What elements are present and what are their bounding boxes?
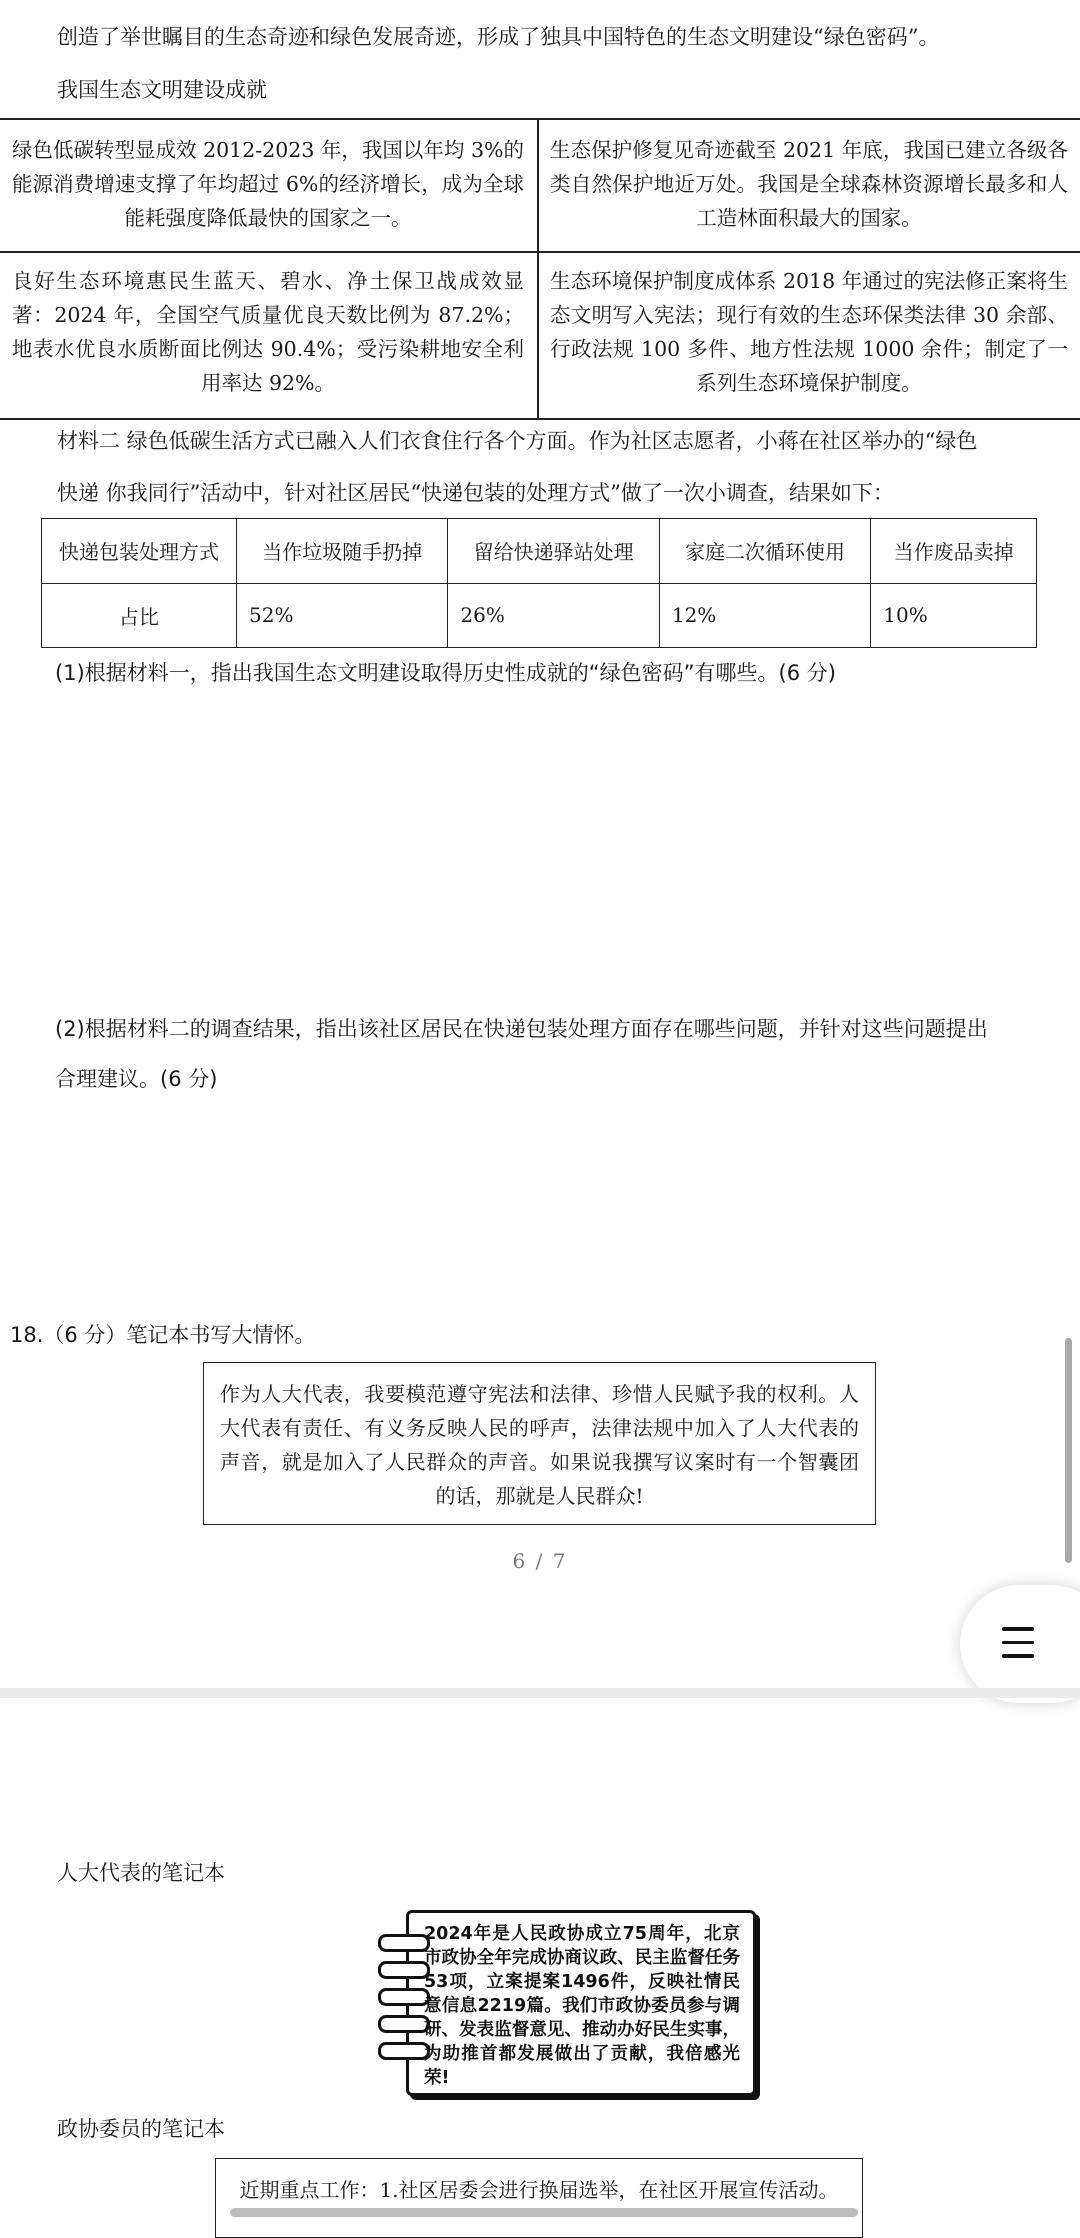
achievement-cell-low-carbon: 绿色低碳转型显成效 2012-2023 年，我国以年均 3%的能源消费增速支撑了年均超过 6%的经济增长，成为全球能耗强度降低最快的国家之一。: [12, 138, 524, 230]
cppcc-notebook-label: 政协委员的笔记本: [57, 2117, 225, 2141]
intro-line: 创造了举世瞩目的生态奇迹和绿色发展奇迹，形成了独具中国特色的生态文明建设“绿色密码”。: [57, 25, 940, 49]
question-1: (1)根据材料一，指出我国生态文明建设取得历史性成就的“绿色密码”有哪些。(6 分): [55, 661, 836, 685]
question-2-line1: (2)根据材料二的调查结果，指出该社区居民在快递包装处理方面存在哪些问题，并针对这些问题提出: [55, 1017, 988, 1041]
survey-table: [41, 518, 1037, 648]
question-2-line2: 合理建议。(6 分): [55, 1067, 218, 1091]
scrollbar[interactable]: [1065, 1338, 1072, 1563]
question-18: 18.（6 分）笔记本书写大情怀。: [10, 1323, 316, 1347]
survey-header: 留给快递驿站处理: [448, 519, 659, 584]
hamburger-menu-icon: [1002, 1627, 1034, 1661]
survey-row-label: 占比: [42, 583, 237, 648]
achievement-cell-eco-protection: 生态保护修复见奇迹截至 2021 年底，我国已建立各级各类自然保护地近万处。我国是全球森林资源增长最多和人工造林面积最大的国家。: [550, 138, 1068, 230]
npc-notebook-label: 人大代表的笔记本: [57, 1861, 225, 1885]
survey-value: 10%: [871, 583, 1037, 648]
community-work-box: 近期重点工作：1.社区居委会进行换届选举，在社区开展宣传活动。: [215, 2158, 863, 2238]
page-separator: [0, 1688, 1080, 1698]
survey-value: 12%: [659, 583, 870, 648]
npc-quote-box: 作为人大代表，我要模范遵守宪法和法律、珍惜人民赋予我的权利。人大代表有责任、有义务反映人民的呼声，法律法规中加入了人大代表的声音，就是加入了人民群众的声音。如果说我撰写议案时有一个智囊团的话，那就是人民群众!: [203, 1362, 876, 1525]
spiral-notebook-icon: [378, 1910, 756, 2096]
survey-header: 当作废品卖掉: [871, 519, 1037, 584]
achievement-cell-legal-system: 生态环境保护制度成体系 2018 年通过的宪法修正案将生态文明写入宪法；现行有效的生态环保类法律 30 余部、行政法规 100 多件、地方性法规 1000 余件；制定了一系列生态环境保护制度。: [550, 269, 1068, 395]
material2-line1: 材料二 绿色低碳生活方式已融入人们衣食住行各个方面。作为社区志愿者，小蒋在社区举办的“绿色: [57, 429, 978, 453]
survey-header: 家庭二次循环使用: [659, 519, 870, 584]
survey-header: 快递包装处理方式: [42, 519, 237, 584]
achievement-cell-environment: 良好生态环境惠民生蓝天、碧水、净土保卫战成效显著：2024 年，全国空气质量优良天数比例为 87.2%；地表水优良水质断面比例达 90.4%；受污染耕地安全利用率达 92%。: [12, 269, 524, 395]
survey-value-row: [42, 583, 1037, 648]
menu-button[interactable]: [960, 1585, 1080, 1703]
survey-header: 当作垃圾随手扔掉: [237, 519, 448, 584]
cppcc-notebook-text: 2024年是人民政协成立75周年，北京市政协全年完成协商议政、民主监督任务53项，立案提案1496件，反映社情民意信息2219篇。我们市政协委员参与调研、发表监督意见、推动办好民生实事，为助推首都发展做出了贡献，我倍感光荣!: [424, 1924, 740, 2088]
survey-header-row: [42, 519, 1037, 584]
page-number: 6 / 7: [512, 1549, 568, 1573]
survey-value: 26%: [448, 583, 659, 648]
survey-value: 52%: [237, 583, 448, 648]
home-indicator-bar[interactable]: [230, 2208, 858, 2217]
material2-line2: 快递 你我同行”活动中，针对社区居民“快递包装的处理方式”做了一次小调查，结果如下：: [57, 481, 894, 505]
achievements-title: 我国生态文明建设成就: [57, 78, 267, 102]
achievements-table: [0, 118, 1080, 420]
